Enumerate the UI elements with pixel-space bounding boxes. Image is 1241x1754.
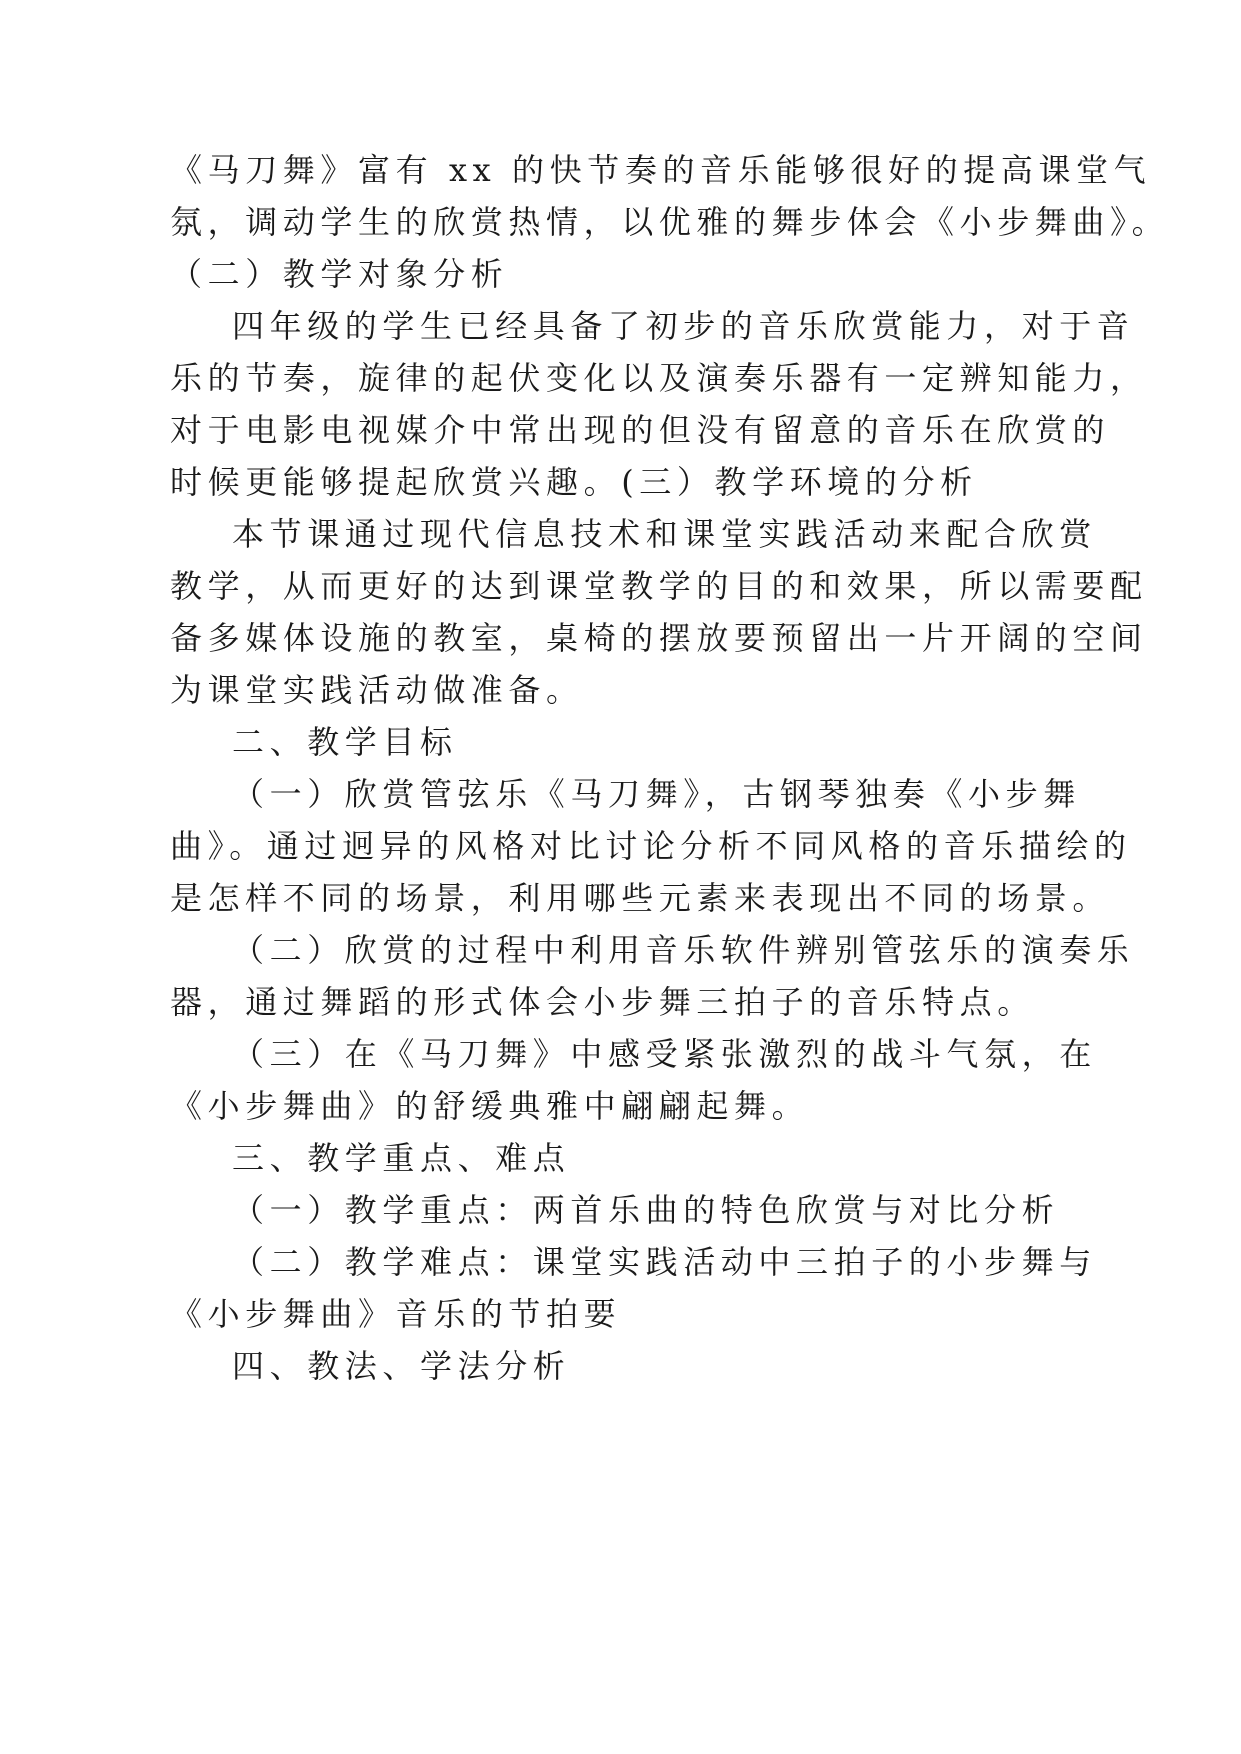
paragraph-line: （一）欣赏管弦乐《马刀舞》，古钢琴独奏《小步舞 <box>232 775 1081 813</box>
paragraph-line: 为课堂实践活动做准备。 <box>170 671 584 709</box>
section-heading: （二）教学对象分析 <box>170 255 509 293</box>
paragraph-line: 《小步舞曲》的舒缓典雅中翩翩起舞。 <box>170 1087 810 1125</box>
paragraph-line: 教学，从而更好的达到课堂教学的目的和效果，所以需要配 <box>170 567 1148 605</box>
paragraph-line: 《马刀舞》富有 xx 的快节奏的音乐能够很好的提高课堂气 <box>170 151 1152 189</box>
paragraph-line: 备多媒体设施的教室，桌椅的摆放要预留出一片开阔的空间 <box>170 619 1148 657</box>
paragraph-line: 乐的节奏，旋律的起伏变化以及演奏乐器有一定辨知能力， <box>170 359 1148 397</box>
paragraph-line: 四年级的学生已经具备了初步的音乐欣赏能力，对于音 <box>232 307 1135 345</box>
paragraph-line: 本节课通过现代信息技术和课堂实践活动来配合欣赏 <box>232 515 1097 553</box>
paragraph-line: 器，通过舞蹈的形式体会小步舞三拍子的音乐特点。 <box>170 983 1035 1021</box>
section-heading: 四、教法、学法分析 <box>232 1347 571 1385</box>
paragraph-line: （二）教学难点：课堂实践活动中三拍子的小步舞与 <box>232 1243 1097 1281</box>
paragraph-line: 《小步舞曲》音乐的节拍要 <box>170 1295 622 1333</box>
paragraph-line: 对于电影电视媒介中常出现的但没有留意的音乐在欣赏的 <box>170 411 1111 449</box>
paragraph-line: （二）欣赏的过程中利用音乐软件辨别管弦乐的演奏乐 <box>232 931 1135 969</box>
paragraph-line: 氛，调动学生的欣赏热情，以优雅的舞步体会《小步舞曲》。 <box>170 203 1170 241</box>
paragraph-line: （三）在《马刀舞》中感受紧张激烈的战斗气氛，在 <box>232 1035 1097 1073</box>
paragraph-line: 时候更能够提起欣赏兴趣。(三）教学环境的分析 <box>170 463 978 501</box>
paragraph-line: 曲》。通过迥异的风格对比讨论分析不同风格的音乐描绘的 <box>170 827 1132 865</box>
section-heading: 二、教学目标 <box>232 723 458 761</box>
paragraph-line: （一）教学重点：两首乐曲的特色欣赏与对比分析 <box>232 1191 1060 1229</box>
paragraph-line: 是怎样不同的场景，利用哪些元素来表现出不同的场景。 <box>170 879 1111 917</box>
section-heading: 三、教学重点、难点 <box>232 1139 571 1177</box>
